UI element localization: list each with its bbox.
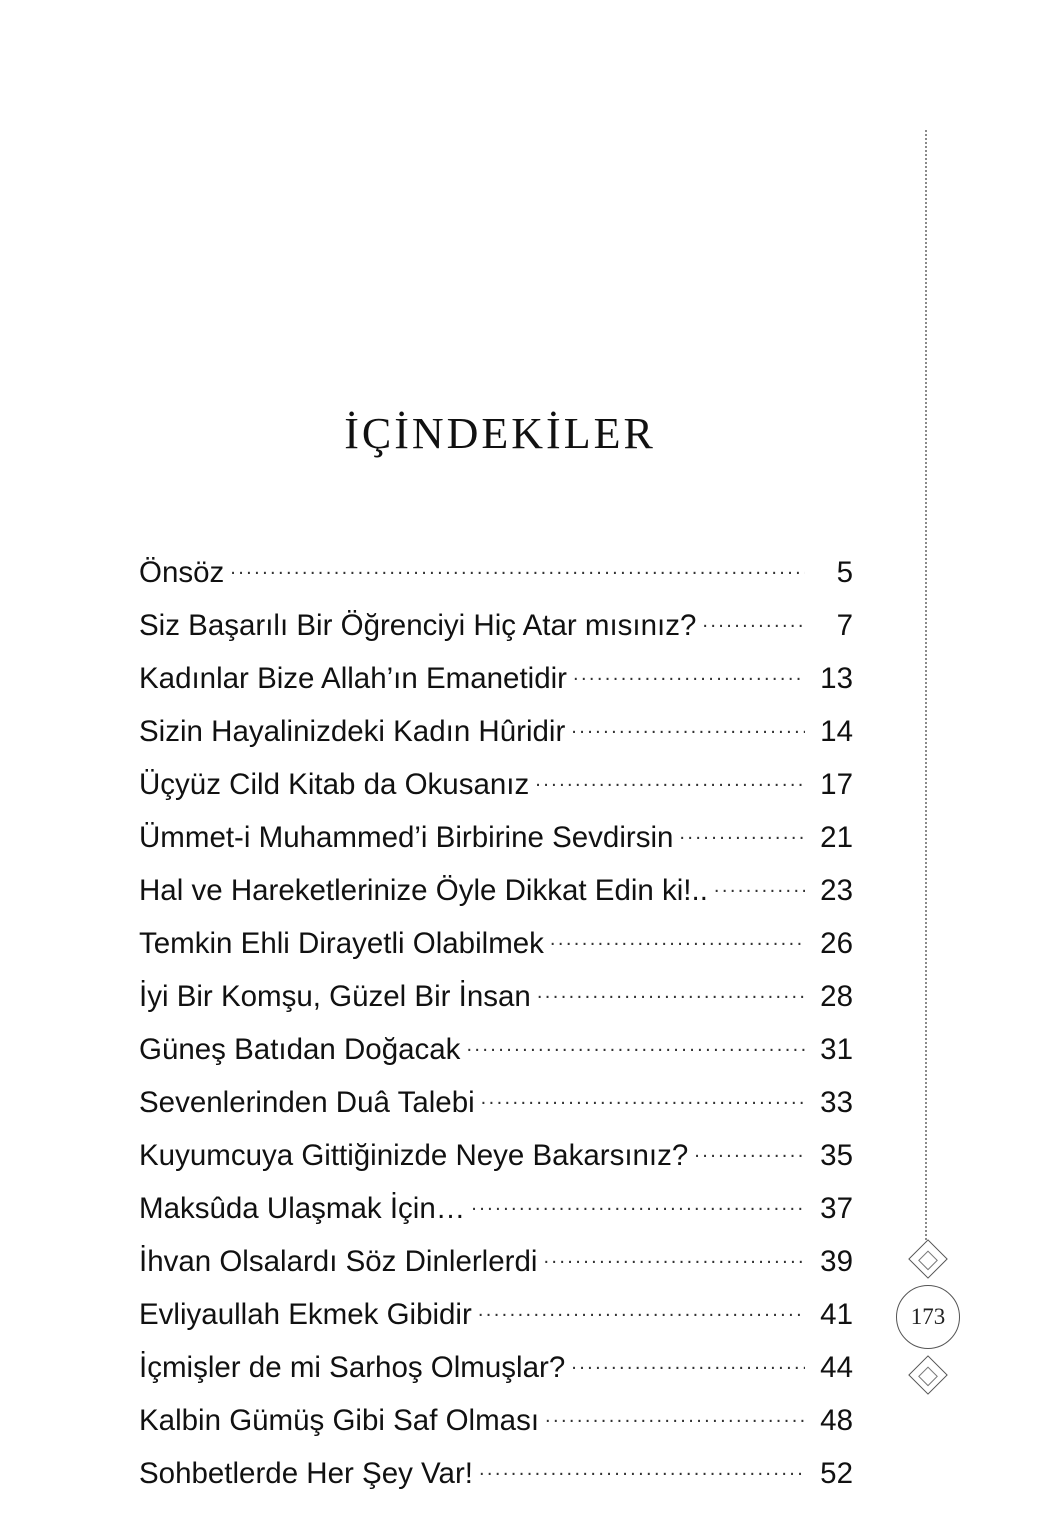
toc-entry-label: İyi Bir Komşu, Güzel Bir İnsan <box>139 979 531 1013</box>
toc-entry[interactable] <box>139 605 853 658</box>
toc-entry-page: 33 <box>820 1085 853 1119</box>
toc-entry[interactable] <box>139 552 853 605</box>
page-number: 173 <box>896 1285 960 1349</box>
toc-entry-page: 44 <box>820 1350 853 1384</box>
toc-entry[interactable] <box>139 976 853 1029</box>
toc-leader-dots <box>535 764 805 794</box>
toc-entry[interactable] <box>139 1400 853 1453</box>
toc-entry-page: 41 <box>820 1297 853 1331</box>
toc-entry[interactable] <box>139 764 853 817</box>
toc-entry[interactable] <box>139 1188 853 1241</box>
toc-entry-page: 48 <box>820 1403 853 1437</box>
toc-entry[interactable] <box>139 870 853 923</box>
toc-leader-dots <box>478 1294 805 1324</box>
toc-entry[interactable] <box>139 923 853 976</box>
toc-entry-page: 28 <box>820 979 853 1013</box>
toc-entry-label: Maksûda Ulaşmak İçin… <box>139 1191 466 1225</box>
toc-entry-page: 31 <box>820 1032 853 1066</box>
toc-entry-label: İhvan Olsalardı Söz Dinlerlerdi <box>139 1244 538 1278</box>
toc-entry[interactable] <box>139 711 853 764</box>
toc-entry-label: Üçyüz Cild Kitab da Okusanız <box>139 767 530 801</box>
toc-entry[interactable] <box>139 658 853 711</box>
toc-entry-label: Kadınlar Bize Allah’ın Emanetidir <box>139 661 567 695</box>
toc-leader-dots <box>545 1400 805 1430</box>
toc-entry-page: 21 <box>820 820 853 854</box>
toc-entry-label: Evliyaullah Ekmek Gibidir <box>139 1297 472 1331</box>
toc-leader-dots <box>471 1188 805 1218</box>
toc-entry-page: 26 <box>820 926 853 960</box>
toc-leader-dots <box>479 1453 805 1483</box>
table-of-contents-list <box>139 552 853 1506</box>
toc-entry-page: 14 <box>820 714 853 748</box>
toc-leader-dots <box>466 1029 805 1059</box>
toc-entry-label: Temkin Ehli Dirayetli Olabilmek <box>139 926 544 960</box>
toc-entry-page: 37 <box>820 1191 853 1225</box>
toc-entry[interactable] <box>139 817 853 870</box>
toc-leader-dots <box>694 1135 805 1165</box>
toc-leader-dots <box>481 1082 805 1112</box>
toc-entry-page: 17 <box>820 767 853 801</box>
toc-entry-label: Sizin Hayalinizdeki Kadın Hûridir <box>139 714 566 748</box>
decorative-dotted-rule <box>925 130 927 1240</box>
toc-leader-dots <box>714 870 805 900</box>
toc-entry-label: Siz Başarılı Bir Öğrenciyi Hiç Atar mısınız? <box>139 608 697 642</box>
toc-entry-label: Kuyumcuya Gittiğinizde Neye Bakarsınız? <box>139 1138 689 1172</box>
toc-leader-dots <box>679 817 805 847</box>
toc-entry-label: Kalbin Gümüş Gibi Saf Olması <box>139 1403 540 1437</box>
toc-leader-dots <box>550 923 805 953</box>
toc-entry[interactable] <box>139 1135 853 1188</box>
toc-leader-dots <box>537 976 805 1006</box>
toc-entry-page: 23 <box>820 873 853 907</box>
toc-leader-dots <box>702 605 805 635</box>
toc-entry-label: Önsöz <box>139 555 225 589</box>
page-title: İÇİNDEKİLER <box>344 409 656 458</box>
toc-entry-page: 7 <box>836 608 853 642</box>
toc-entry-label: Güneş Batıdan Doğacak <box>139 1032 461 1066</box>
page-number-ornament <box>896 1245 958 1395</box>
toc-entry-label: Sohbetlerde Her Şey Var! <box>139 1456 473 1490</box>
toc-leader-dots <box>571 1347 805 1377</box>
toc-entry-page: 35 <box>820 1138 853 1172</box>
toc-leader-dots <box>230 552 805 582</box>
toc-entry-label: Sevenlerinden Duâ Talebi <box>139 1085 475 1119</box>
toc-entry[interactable] <box>139 1453 853 1506</box>
toc-entry[interactable] <box>139 1082 853 1135</box>
toc-entry[interactable] <box>139 1029 853 1082</box>
toc-entry-page: 5 <box>836 555 853 589</box>
toc-entry-page: 52 <box>820 1456 853 1490</box>
toc-leader-dots <box>571 711 805 741</box>
toc-entry-label: İçmişler de mi Sarhoş Olmuşlar? <box>139 1350 566 1384</box>
toc-entry-page: 39 <box>820 1244 853 1278</box>
toc-entry-label: Ümmet-i Muhammed’i Birbirine Sevdirsin <box>139 820 674 854</box>
toc-leader-dots <box>573 658 805 688</box>
toc-entry[interactable] <box>139 1241 853 1294</box>
toc-entry[interactable] <box>139 1347 853 1400</box>
toc-leader-dots <box>543 1241 805 1271</box>
diamond-ornament-bottom <box>908 1355 948 1395</box>
toc-entry-label: Hal ve Hareketlerinize Öyle Dikkat Edin ki!.. <box>139 873 708 907</box>
toc-entry[interactable] <box>139 1294 853 1347</box>
diamond-ornament-top <box>908 1239 948 1279</box>
toc-entry-page: 13 <box>820 661 853 695</box>
